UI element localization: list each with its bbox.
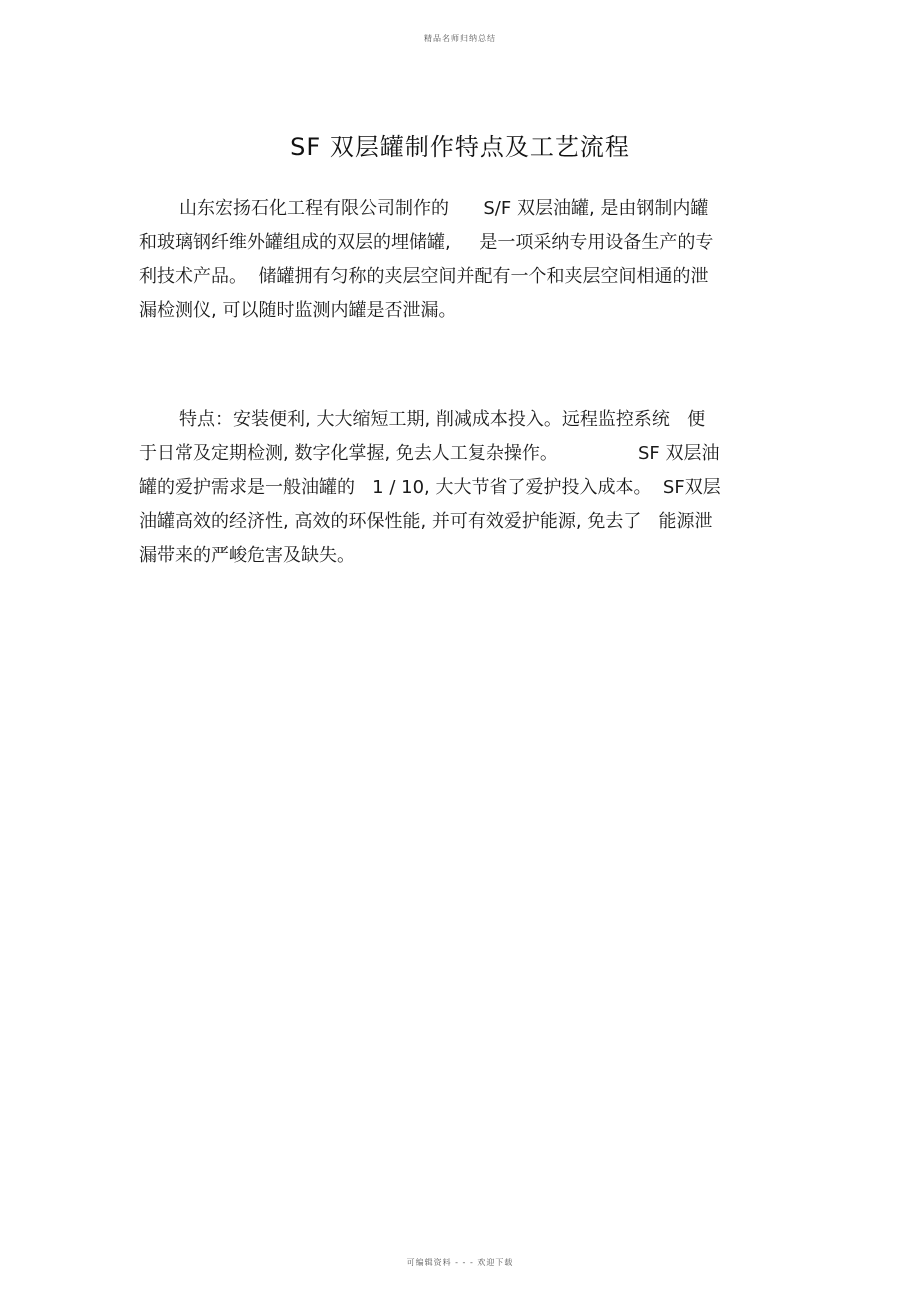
paragraph-1-line-1: 山东宏扬石化工程有限公司制作的 S/F 双层油罐, 是由钢制内罐 xyxy=(139,198,709,219)
paragraph-2-line-4: 油罐高效的经济性, 高效的环保性能, 并可有效爱护能源, 免去了 能源泄 xyxy=(139,511,713,532)
document-title: SF 双层罐制作特点及工艺流程 xyxy=(290,133,630,161)
paragraph-2-line-3: 罐的爱护需求是一般油罐的 1 / 10, 大大节省了爱护投入成本。 SF双层 xyxy=(139,477,721,498)
page-header-note: 精品名师归纳总结 xyxy=(424,34,496,43)
paragraph-1-line-2: 和玻璃钢纤维外罐组成的双层的埋储罐, 是一项采纳专用设备生产的专 xyxy=(139,232,714,253)
page-footer-note: 可编辑资料 - - - 欢迎下载 xyxy=(406,1258,514,1267)
paragraph-2-line-5: 漏带来的严峻危害及缺失。 xyxy=(139,545,355,566)
body-paragraph-1 xyxy=(139,192,779,328)
paragraph-2-line-2: 于日常及定期检测, 数字化掌握, 免去人工复杂操作。 SF 双层油 xyxy=(139,443,720,464)
paragraph-2-line-1: 特点：安装便利, 大大缩短工期, 削减成本投入。远程监控系统 便 xyxy=(139,409,706,430)
paragraph-1-line-3: 利技术产品。 储罐拥有匀称的夹层空间并配有一个和夹层空间相通的泄 xyxy=(139,266,709,287)
paragraph-1-line-4: 漏检测仪, 可以随时监测内罐是否泄漏。 xyxy=(139,300,457,321)
body-paragraph-2 xyxy=(139,403,779,573)
